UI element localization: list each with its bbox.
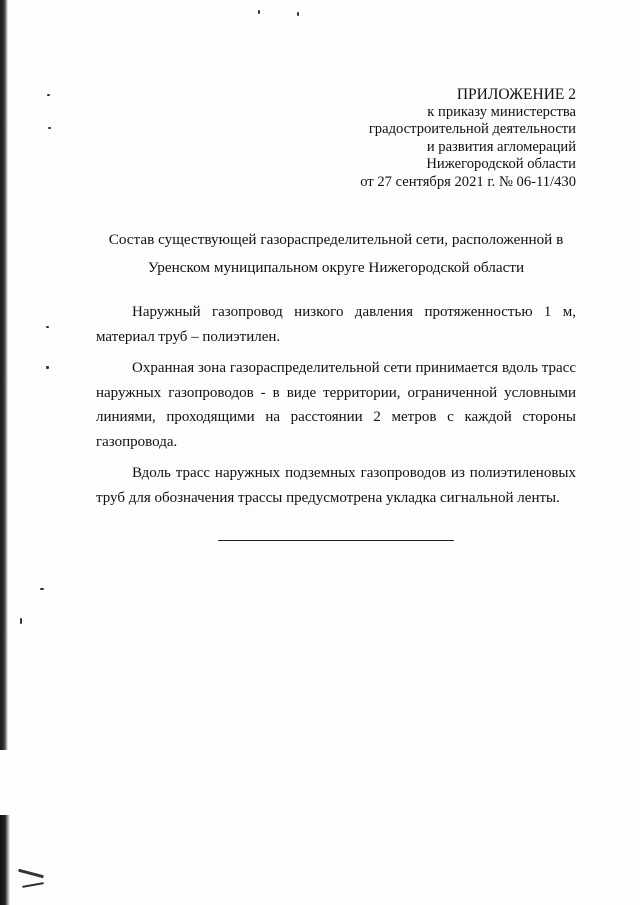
scan-speck [297,12,299,16]
appendix-title: ПРИЛОЖЕНИЕ 2 [456,86,576,103]
scan-speck [18,869,44,879]
scan-speck [40,588,44,590]
scan-speck [22,882,44,888]
appendix-line: к приказу министерства [427,103,576,120]
scan-speck [48,127,51,129]
appendix-header [360,86,576,192]
scan-speck [258,10,260,14]
appendix-line: от 27 сентября 2021 г. № 06-11/430 [360,173,576,190]
document-title-line: Уренском муниципальном округе Нижегородской области [147,259,525,276]
appendix-line: и развития агломераций [426,138,576,155]
scan-left-edge-bottom [0,815,10,905]
appendix-line: градостроительной деятельности [368,121,576,138]
scan-speck [46,366,49,369]
body-paragraph: Наружный газопровод низкого давления протяженностью 1 м, материал труб – полиэтилен. [96,304,576,345]
document-title [96,226,576,282]
end-divider-line [218,540,454,541]
scan-left-edge [0,0,8,750]
document-title-line: Состав существующей газораспределительной сети, расположенной в [108,231,564,248]
scan-speck [46,326,49,328]
body-paragraph: Охранная зона газораспределительной сети принимается вдоль трасс наружных газопроводов - в виде территории, ограниченной условными линиями, проходящими на расстоянии 2 метров с каждой стороны газопровода. [96,360,576,450]
scan-speck [20,618,22,624]
scan-speck [47,94,50,96]
appendix-line: Нижегородской области [426,156,576,173]
document-body [96,300,576,517]
body-paragraph: Вдоль трасс наружных подземных газопроводов из полиэтиленовых труб для обозначения трассы предусмотрена укладка сигнальной ленты. [96,465,576,506]
